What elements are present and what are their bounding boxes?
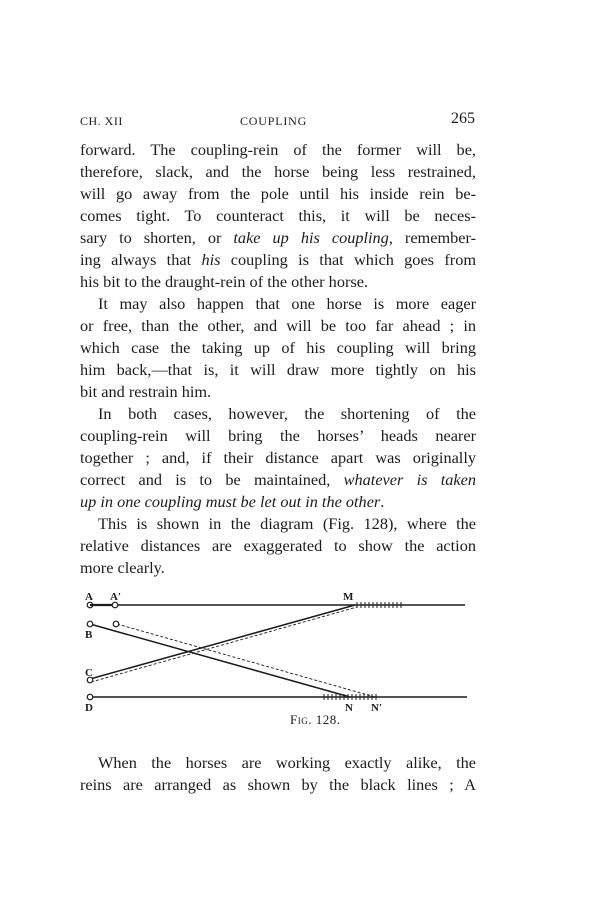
page-number: 265 [451, 110, 475, 127]
text-line: relative distances are exaggerated to show the action [80, 536, 476, 555]
label-a: A [85, 591, 93, 603]
label-b: B [85, 629, 93, 641]
text-run: ing always that [80, 250, 202, 269]
italic-phrase: up in one coupling must be let out in the other [80, 492, 381, 511]
text-line: will go away from the pole until his inside rein be- [80, 184, 476, 203]
ring-b [87, 621, 93, 627]
figure-caption [290, 712, 340, 728]
label-n: N [345, 702, 353, 714]
text-run: sary to shorten, or [80, 228, 234, 247]
text-line: his bit to the draught-rein of the other horse. [80, 272, 369, 291]
text-line: together ; and, if their distance apart was originally [80, 448, 476, 467]
text-line [80, 249, 476, 271]
running-title: COUPLING [240, 114, 308, 128]
running-header [80, 112, 475, 132]
text-line [80, 469, 476, 491]
caption-prefix: Fig. [290, 712, 312, 727]
text-line: or free, than the other, and will be too far ahead ; in [80, 316, 476, 335]
text-run: , remember- [388, 228, 476, 247]
ring-d [87, 694, 93, 700]
text-line: him back,—that is, it will draw more tightly on his [80, 360, 476, 379]
label-n-prime: N′ [371, 702, 383, 714]
text-line: When the horses are working exactly alike, the [98, 753, 476, 772]
text-line [80, 227, 476, 249]
coupling-rein-b-n [90, 624, 350, 697]
text-run: . [380, 492, 385, 511]
italic-phrase: take up his coupling [233, 228, 389, 247]
text-line: therefore, slack, and the horse being less restrained, [80, 162, 476, 181]
label-d: D [85, 702, 93, 714]
label-m: M [343, 591, 354, 603]
text-line: forward. The coupling-rein of the former will be, [80, 140, 476, 159]
text-line: It may also happen that one horse is more eager [98, 294, 476, 313]
text-line [80, 491, 476, 513]
text-line: coupling-rein will bring the horses’ heads nearer [80, 426, 476, 445]
chapter-label: CH. XII [80, 114, 123, 128]
text-line: reins are arranged as shown by the black lines ; A [80, 775, 476, 794]
text-line: comes tight. To counteract this, it will be neces- [80, 206, 476, 225]
text-run: coupling is that which goes from [220, 250, 476, 269]
text-run: correct and is to be maintained, [80, 470, 344, 489]
coupling-rein-c-m-dashed [91, 607, 357, 682]
italic-phrase: his [201, 250, 221, 269]
label-c: C [85, 667, 93, 679]
continuation-text [80, 752, 476, 796]
italic-phrase: whatever is taken [343, 470, 477, 489]
figure-128-diagram [70, 580, 540, 730]
text-line: which case the taking up of his coupling will bring [80, 338, 476, 357]
ring-b-prime [113, 621, 119, 627]
rein-diagram [70, 580, 540, 730]
text-line: This is shown in the diagram (Fig. 128), where the [98, 514, 476, 533]
label-a-prime: A′ [110, 591, 122, 603]
coupling-rein-c-m [90, 605, 355, 679]
ring-a-prime [112, 602, 118, 608]
body-text [80, 139, 476, 579]
text-line: more clearly. [80, 558, 165, 577]
text-line: In both cases, however, the shortening of the [98, 404, 476, 423]
text-line: bit and restrain him. [80, 382, 212, 401]
caption-number: 128. [315, 712, 341, 727]
